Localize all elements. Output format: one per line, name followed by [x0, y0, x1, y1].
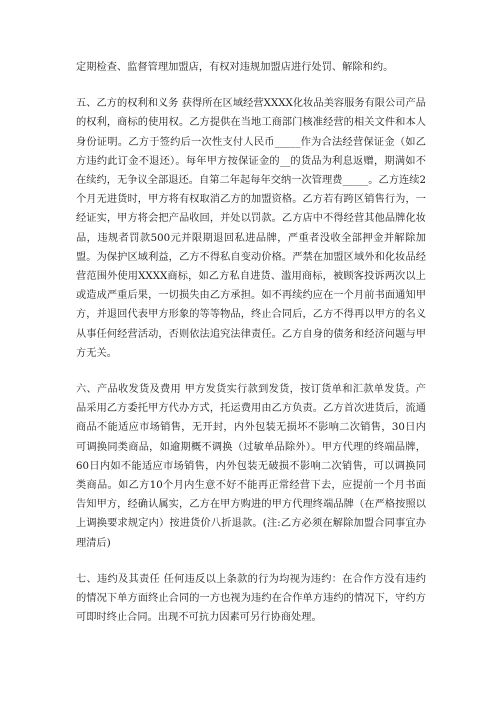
document-page: [76, 58, 426, 627]
paragraph-section-6-shipping: 六、产品收发货及费用 甲方发货实行款到发货，按订货单和汇款单发货。产品采用乙方委托甲方代办方式，托运费用由乙方负责。乙方首次进货后，流通商品不能适应市场销售，无开封，内外包装无损坏不影响二次销售，30日内可调换同类商品，如逾期概不调换（过敏单品除外）。甲方代理的终端品牌，60日内如不能适应市场销售，内外包装无破损不影响二次销售，可以调换同类商品。如乙方10个月内生意不好不能再正常经营下去，应提前一个月书面告知甲方，经确认属实，乙方在甲方购进的甲方代理终端品牌（在严格按照以上调换要求规定内）按进货价八折退款。(注:乙方必须在解除加盟合同事宜办理清后): [76, 384, 426, 549]
paragraph-section-5-rights: 五、乙方的权利和义务 获得所在区域经营XXXX化妆品美容服务有限公司产品的权利，商标的使用权。乙方提供在当地工商部门核准经营的相关文件和本人身份证明。乙方于签约后一次性支付人民币_____作为合法经营保证金（如乙方违约此订金不退还）。每年甲方按保证金的__的货品为利息返赠，期满如不在续约，无争议全部退还。自第二年起每年交纳一次管理费_____。乙方连续2个月无进货时，甲方将有权取消乙方的加盟资格。乙方若有跨区销售行为，一经证实，甲方将会把产品收回，并处以罚款。乙方店中不得经营其他品牌化妆品，违规者罚款500元并限期退回私进品牌，严重者没收全部押金并解除加盟。为保护区域利益，乙方不得私自变动价格。严禁在加盟区域外和化妆品经营范围外使用XXXX商标，如乙方私自进货、滥用商标，被顾客投诉两次以上或造成严重后果，一切损失由乙方承担。如不再续约应在一个月前书面通知甲方，并退回代表甲方形象的等等物品，终止合同后，乙方不得再以甲方的名义从事任何经营活动，否则依法追究法律责任。乙方自身的债务和经济问题与甲方无关。: [76, 98, 426, 359]
paragraph-section-7-breach: 七、违约及其责任 任何违反以上条款的行为均视为违约：在合作方没有违约的情况下单方面终止合同的一方也视为违约在合作单方违约的情况下，守约方可即时终止合同。出现不可抗力因素可另行协商处理。: [76, 573, 426, 624]
paragraph-inspection: 定期检查、监督管理加盟店，有权对违规加盟店进行处罚、解除和约。: [76, 62, 394, 73]
